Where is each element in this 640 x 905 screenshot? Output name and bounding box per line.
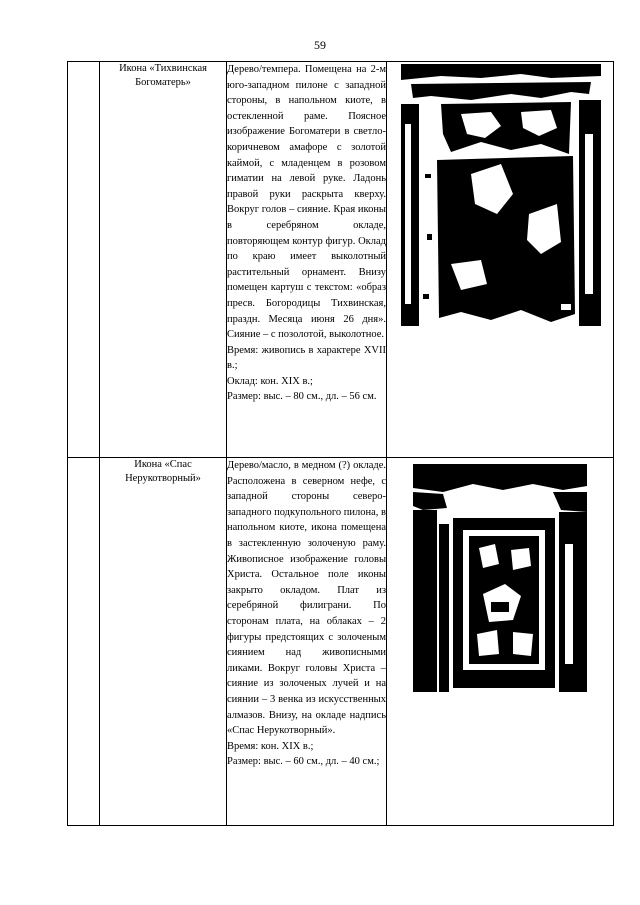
date-text: Время: живопись в характере XVII в.; [227, 344, 386, 372]
size-text: Размер: выс. – 60 см., дл. – 40 см.; [227, 756, 380, 768]
row-number-cell [68, 458, 100, 826]
icon-name-cell: Икона «Тихвинская Богоматерь» [100, 62, 227, 458]
photo-cell [387, 62, 614, 458]
oklad-text: Оклад: кон. XIX в.; [227, 375, 313, 387]
icon-photo-tikhvin [401, 64, 601, 326]
row-number-cell [68, 62, 100, 458]
icon-name-cell: Икона «Спас Нерукотворный» [100, 458, 227, 826]
page-number: 59 [314, 38, 326, 52]
photo-cell [387, 458, 614, 826]
size-text: Размер: выс. – 80 см., дл. – 56 см. [227, 391, 377, 403]
catalog-table [67, 61, 614, 826]
table-row [68, 62, 614, 458]
description-text: Дерево/темпера. Помещена на 2-м юго-западном пилоне с западной стороны, в напольном киоте, в остекленной раме. Поясное изображение Богоматери в светло-коричневом амафоре с золотой каймой, с младенцем в розовом гиматии на левой руке. Ладонь правой руки раскрыта кверху. Вокруг голов – сияние. Края иконы в серебряном окладе, повторяющем контур фигур. Оклад по краю имеет выколотный растительный орнамент. Внизу помещен картуш с текстом: «образ пресв. Богородицы Тихвинская, праздн. Месяца июня 26 дня». Сияние – с позолотой, выколотное. [227, 64, 386, 341]
description-cell [227, 62, 387, 458]
table-row [68, 458, 614, 826]
description-cell [227, 458, 387, 826]
icon-photo-spas [413, 464, 587, 692]
date-text: Время: кон. XIX в.; [227, 740, 314, 752]
description-text: Дерево/масло, в медном (?) окладе. Расположена в северном нефе, с западной стороны северо-западного подкупольного пилона, в напольном киоте, икона помещена в застекленную золоченую раму. Живописное изображение головы Христа. Остальное поле иконы закрыто окладом. Плат из серебряной филиграни. По сторонам плата, на облаках – 2 фигуры предстоящих с золоченым сиянием над живописными ликами. Вокруг головы Христа – сияние из золоченых лучей и на сиянии – 3 венка из искусственных алмазов. Внизу, на окладе надпись «Спас Нерукотворный». [227, 460, 386, 737]
